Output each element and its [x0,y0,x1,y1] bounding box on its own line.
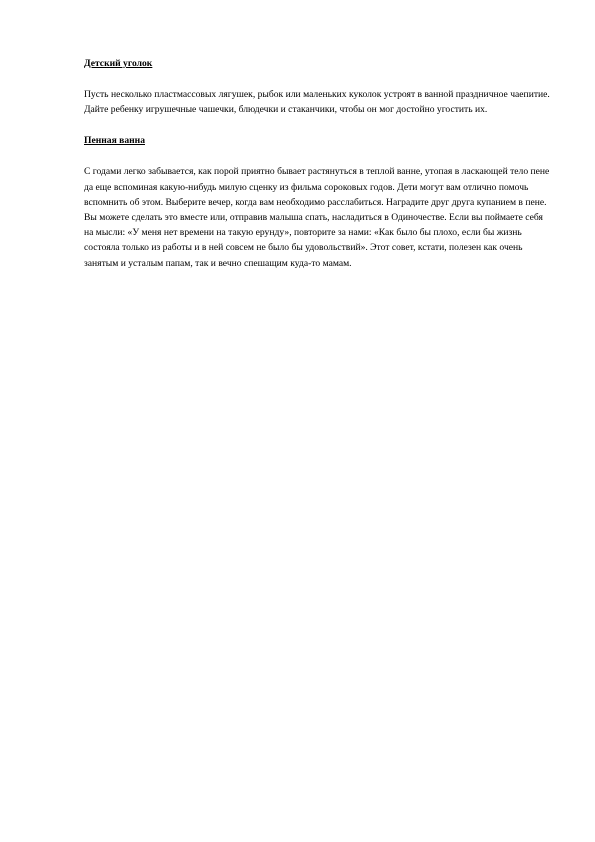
section-paragraph-kids-corner: Пусть несколько пластмассовых лягушек, рыбок или маленьких куколок устроят в ванной праздничное чаепитие. Дайте ребенку игрушечные чашечки, блюдечки и стаканчики, чтобы он мог достойно угостить их. [84,89,550,116]
spacer [84,147,554,164]
section-heading-foam-bath: Пенная ванна [84,135,145,147]
document-body [84,57,554,271]
section-paragraph-foam-bath: С годами легко забывается, как порой приятно бывает растянуться в теплой ванне, утопая в ласкающей тело пене да еще вспоминая какую-нибудь милую сценку из фильма сороковых годов. Дети могут вам отлично помочь вспомнить об этом. Выберите вечер, когда вам необходимо расслабиться. Наградите друг друга купанием в пене. Вы можете сделать это вместе или, отправив малыша спать, насладиться в Одиночестве. Если вы поймаете себя на мысли: «У меня нет времени на такую ерунду», повторите за нами: «Как было бы плохо, если бы жизнь состояла только из работы и в ней совсем не было бы удовольствий». Этот совет, кстати, полезен как очень занятым и усталым папам, так и вечно спешащим куда-то мамам. [84,166,550,269]
spacer [84,70,554,87]
section-heading-kids-corner: Детский уголок [84,58,153,69]
spacer [84,117,554,134]
